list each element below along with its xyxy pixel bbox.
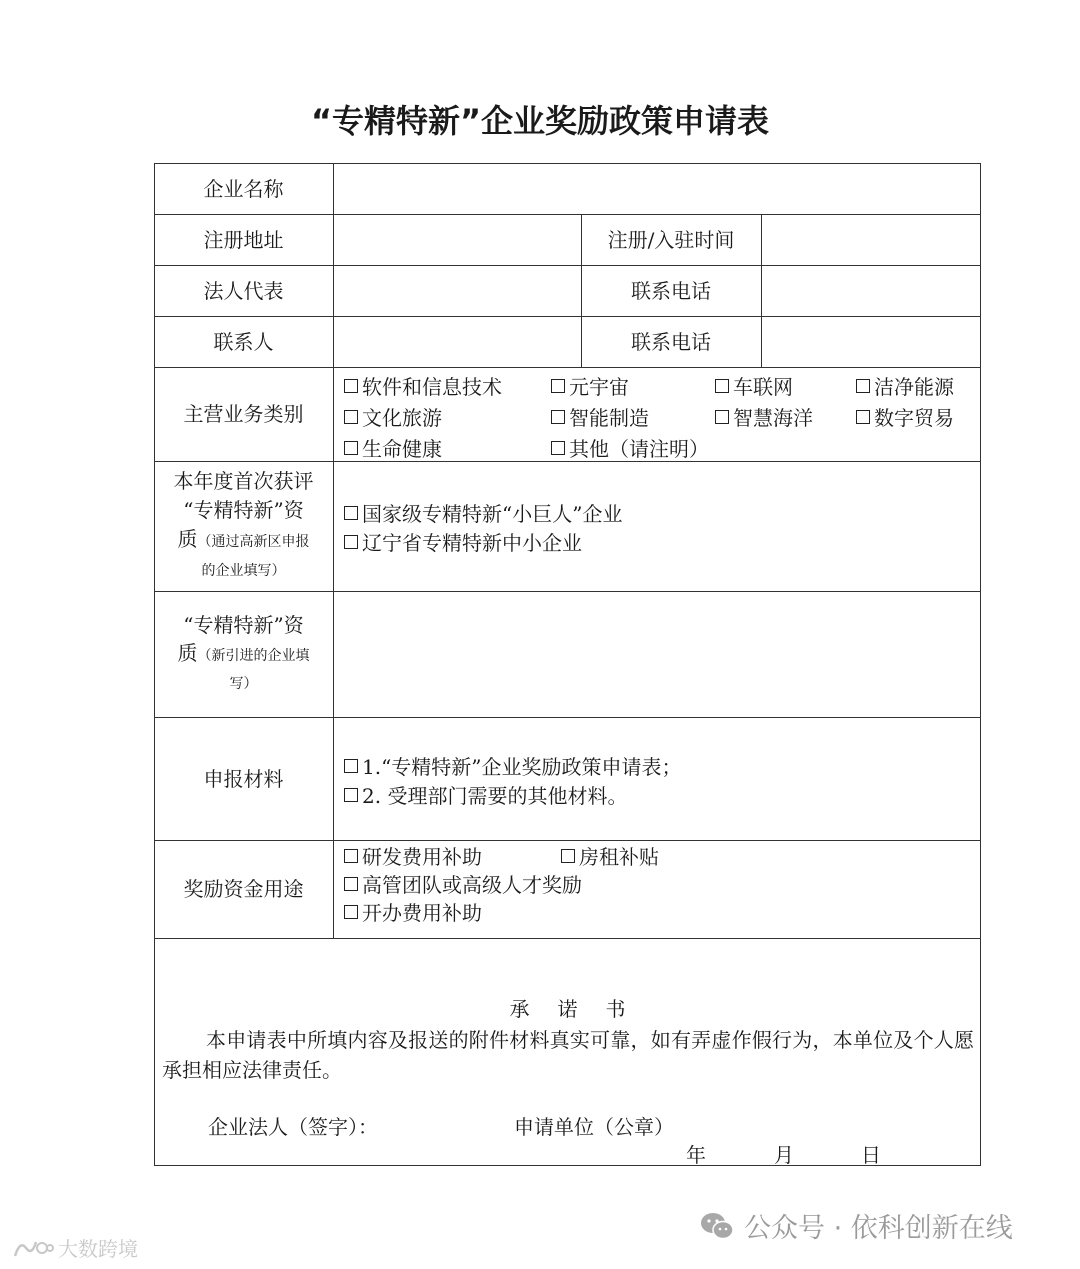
date-year: 年 bbox=[686, 1143, 706, 1167]
material-option-1[interactable]: 1.“专精特新”企业奖励政策申请表； bbox=[344, 751, 682, 780]
label-company-name: 企业名称 bbox=[203, 176, 284, 201]
watermark-text: 公众号 · 依科创新在线 bbox=[744, 1213, 1013, 1244]
checkbox-icon bbox=[551, 379, 565, 393]
business-option-iov[interactable]: 车联网 bbox=[715, 371, 793, 400]
label-qualification-line2: 质 bbox=[177, 640, 198, 665]
checkbox-icon bbox=[344, 759, 358, 773]
legal-rep-field[interactable] bbox=[334, 266, 581, 316]
checkbox-icon bbox=[344, 788, 358, 802]
wechat-icon bbox=[700, 1211, 734, 1241]
label-legal-rep: 法人代表 bbox=[203, 278, 284, 303]
brand-logo-text: 大数跨境 bbox=[58, 1237, 138, 1261]
legal-sign-label: 企业法人（签字）： bbox=[208, 1115, 378, 1139]
checkbox-icon bbox=[715, 410, 729, 424]
business-option-smart-ocean[interactable]: 智慧海洋 bbox=[715, 402, 813, 431]
award-option-liaoning[interactable]: 辽宁省专精特新中小企业 bbox=[344, 527, 582, 556]
label-fund-use: 奖励资金用途 bbox=[183, 877, 304, 901]
checkbox-icon bbox=[344, 506, 358, 520]
reg-address-field[interactable] bbox=[334, 215, 581, 265]
award-option-national[interactable]: 国家级专精特新“小巨人”企业 bbox=[344, 498, 622, 527]
label-first-award bbox=[154, 461, 333, 591]
fund-option-talent[interactable]: 高管团队或高级人才奖励 bbox=[344, 869, 582, 898]
phone-field-2[interactable] bbox=[762, 317, 980, 367]
checkbox-icon bbox=[856, 379, 870, 393]
reg-time-field[interactable] bbox=[762, 215, 980, 265]
brand-logo-icon bbox=[12, 1236, 54, 1260]
business-option-metaverse[interactable]: 元宇宙 bbox=[551, 371, 629, 400]
checkbox-icon bbox=[344, 905, 358, 919]
phone-field-1[interactable] bbox=[762, 266, 980, 316]
business-option-life-health[interactable]: 生命健康 bbox=[344, 433, 442, 462]
legal-sign-field[interactable] bbox=[390, 1107, 500, 1137]
business-option-culture-tourism[interactable]: 文化旅游 bbox=[344, 402, 442, 431]
label-phone-1: 联系电话 bbox=[631, 278, 711, 303]
unit-seal-label: 申请单位（公章） bbox=[514, 1115, 674, 1139]
checkbox-icon bbox=[856, 410, 870, 424]
checkbox-icon bbox=[344, 441, 358, 455]
label-first-award-note1: （通过高新区申报 bbox=[197, 533, 310, 550]
checkbox-icon bbox=[344, 849, 358, 863]
business-option-other[interactable]: 其他（请注明） bbox=[551, 433, 709, 462]
business-option-smart-manufacturing[interactable]: 智能制造 bbox=[551, 402, 649, 431]
label-qualification-line1: “专精特新”资 bbox=[183, 612, 304, 637]
label-materials: 申报材料 bbox=[203, 766, 284, 791]
label-qualification-note2: 写） bbox=[229, 675, 258, 692]
wechat-watermark bbox=[700, 1206, 1013, 1245]
checkbox-icon bbox=[344, 410, 358, 424]
page-title: “专精特新”企业奖励政策申请表 bbox=[310, 102, 770, 140]
label-qualification bbox=[154, 591, 333, 717]
fund-option-rd[interactable]: 研发费用补助 bbox=[344, 841, 482, 870]
brand-logo bbox=[12, 1233, 138, 1262]
qualification-field[interactable] bbox=[334, 592, 980, 717]
label-reg-address: 注册地址 bbox=[203, 227, 284, 252]
fund-option-rent[interactable]: 房租补贴 bbox=[561, 841, 659, 870]
business-option-software[interactable]: 软件和信息技术 bbox=[344, 371, 502, 400]
checkbox-icon bbox=[551, 410, 565, 424]
checkbox-icon bbox=[344, 877, 358, 891]
business-option-digital-trade[interactable]: 数字贸易 bbox=[856, 402, 954, 431]
label-reg-time: 注册/入驻时间 bbox=[607, 227, 735, 252]
label-contact: 联系人 bbox=[213, 329, 274, 354]
material-option-2[interactable]: 2. 受理部门需要的其他材料。 bbox=[344, 780, 627, 809]
label-business-type: 主营业务类别 bbox=[183, 402, 304, 426]
date-day: 日 bbox=[861, 1143, 881, 1167]
label-first-award-note2: 的企业填写） bbox=[201, 562, 286, 579]
company-name-field[interactable] bbox=[334, 164, 980, 214]
label-qualification-note1: （新引进的企业填 bbox=[197, 647, 310, 664]
label-phone-2: 联系电话 bbox=[631, 329, 711, 354]
checkbox-icon bbox=[715, 379, 729, 393]
checkbox-icon bbox=[551, 441, 565, 455]
checkbox-icon bbox=[344, 379, 358, 393]
label-first-award-line1: 本年度首次获评 bbox=[173, 468, 314, 493]
fund-option-startup[interactable]: 开办费用补助 bbox=[344, 897, 482, 926]
checkbox-icon bbox=[344, 535, 358, 549]
application-form bbox=[154, 163, 981, 1166]
contact-field[interactable] bbox=[334, 317, 581, 367]
label-first-award-line3: 质 bbox=[177, 526, 198, 551]
date-month: 月 bbox=[774, 1143, 794, 1167]
checkbox-icon bbox=[561, 849, 575, 863]
business-option-clean-energy[interactable]: 洁净能源 bbox=[856, 371, 954, 400]
label-first-award-line2: “专精特新”资 bbox=[183, 497, 304, 522]
promise-text: 本申请表中所填内容及报送的附件材料真实可靠，如有弄虚作假行为，本单位及个人愿承担相应法律责任。 bbox=[162, 1028, 974, 1082]
promise-title: 承诺书 bbox=[509, 997, 654, 1021]
